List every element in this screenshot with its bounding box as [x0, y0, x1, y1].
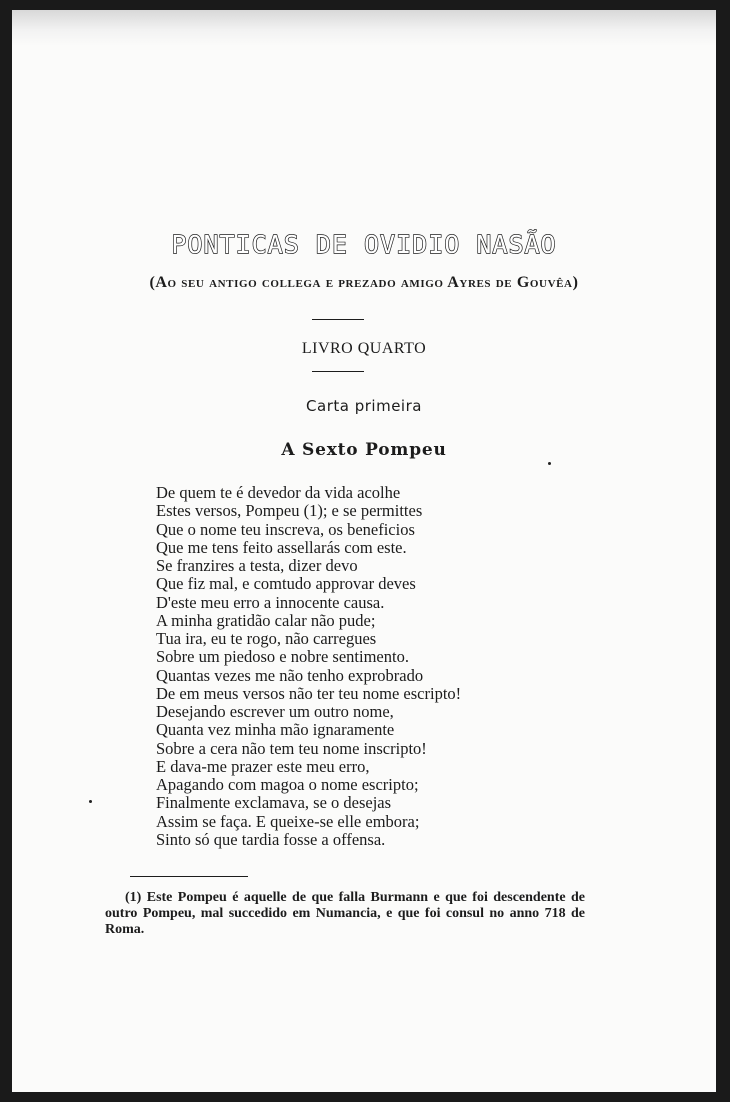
- verse-line: Se franzires a testa, dizer devo: [156, 556, 358, 575]
- verse-line: Estes versos, Pompeu (1); e se permittes: [156, 501, 423, 521]
- divider-rule-bottom: [312, 371, 364, 372]
- verse-line: De quem te é devedor da vida acolhe: [156, 483, 401, 502]
- verse-line: Desejando escrever um outro nome,: [156, 702, 394, 721]
- verse-line: Tua ira, eu te rogo, não carregues: [156, 629, 377, 648]
- verse-line: Quantas vezes me não tenho exprobrado: [156, 665, 424, 685]
- verse-line: Sobre a cera não tem teu nome inscripto!: [156, 738, 427, 758]
- verse-line: Que me tens feito assellarás com este.: [156, 537, 407, 557]
- verse-line: Sobre um piedoso e nobre sentimento.: [156, 647, 409, 667]
- ink-speck: [548, 462, 551, 465]
- verse-line: De em meus versos não ter teu nome escripto!: [156, 683, 462, 703]
- page-top-shading: [12, 10, 716, 46]
- book-heading: LIVRO QUARTO: [301, 340, 427, 357]
- verse-line: Sinto só que tardia fosse a offensa.: [156, 829, 386, 849]
- poem: [156, 484, 676, 849]
- verse-line: D'este meu erro a innocente causa.: [156, 592, 385, 612]
- verse-line: E dava-me prazer este meu erro,: [156, 756, 370, 776]
- addressee-heading: A Sexto Pompeu: [281, 440, 447, 460]
- footnote-separator: [130, 876, 248, 877]
- footnote: (1) Este Pompeu é aquelle de que falla Burmann e que foi descendente de outro Pompeu, mal succedido em Numancia, e que foi consul no anno 718 de Roma.: [105, 890, 585, 937]
- verse-line: Apagando com magoa o nome escripto;: [156, 775, 419, 794]
- verse-line: Quanta vez minha mão ignaramente: [156, 720, 395, 740]
- verse-line: Que o nome teu inscreva, os beneficios: [156, 519, 415, 539]
- verse-line: A minha gratidão calar não pude;: [156, 610, 376, 630]
- dedication: (Ao seu antigo collega e prezado amigo Ayres de Gouvêa): [149, 274, 579, 291]
- document-title: PONTICAS DE OVIDIO NASÃO: [171, 230, 557, 259]
- verse-line: Assim se faça. E queixe-se elle embora;: [156, 811, 420, 831]
- verse-line: Finalmente exclamava, se o desejas: [156, 793, 392, 813]
- ink-speck: [89, 800, 92, 803]
- letter-heading: Carta primeira: [306, 397, 422, 415]
- divider-rule-top: [312, 319, 364, 320]
- verse-line: Que fiz mal, e comtudo approvar deves: [156, 574, 416, 594]
- document-page: [12, 10, 716, 1092]
